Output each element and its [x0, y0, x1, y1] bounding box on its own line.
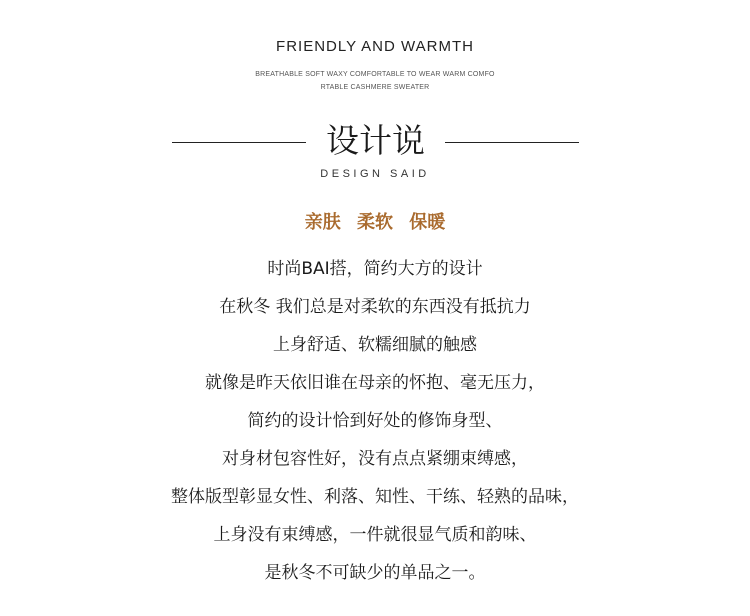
- description-line: 上身没有束缚感，一件就很显气质和韵味、: [213, 525, 537, 545]
- description-line: 是秋冬不可缺少的单品之一。: [264, 563, 486, 583]
- heading-rule-right: [445, 142, 579, 143]
- brand-title: FRIENDLY AND WARMTH: [276, 38, 474, 55]
- feature-keyword: 保暖: [409, 212, 446, 233]
- description-line: 整体版型彰显女性、利落、知性、干练、轻熟的品味，: [171, 487, 579, 507]
- section-heading-row: [0, 118, 750, 164]
- description-line: 上身舒适、软糯细腻的触感: [273, 335, 477, 355]
- description-line: 时尚BAI搭，简约大方的设计: [267, 259, 483, 279]
- feature-keywords: [0, 208, 750, 234]
- description-line: 对身材包容性好，没有点点紧绷束缚感，: [222, 449, 528, 469]
- subtitle-line-1: BREATHABLE SOFT WAXY COMFORTABLE TO WEAR WARM COMFO: [255, 71, 495, 78]
- subtitle-line-2: RTABLE CASHMERE SWEATER: [320, 84, 430, 91]
- description-line: 简约的设计恰到好处的修饰身型、: [247, 411, 503, 431]
- description-line: 在秋冬 我们总是对柔软的东西没有抵抗力: [219, 297, 531, 317]
- feature-keyword: 柔软: [357, 212, 393, 233]
- section-heading-english: DESIGN SAID: [320, 168, 430, 180]
- feature-keyword: 亲肤: [304, 212, 341, 233]
- section-heading: 设计说: [326, 121, 425, 160]
- description-line: 就像是昨天依旧谁在母亲的怀抱、毫无压力，: [205, 373, 545, 393]
- heading-rule-left: [172, 142, 306, 143]
